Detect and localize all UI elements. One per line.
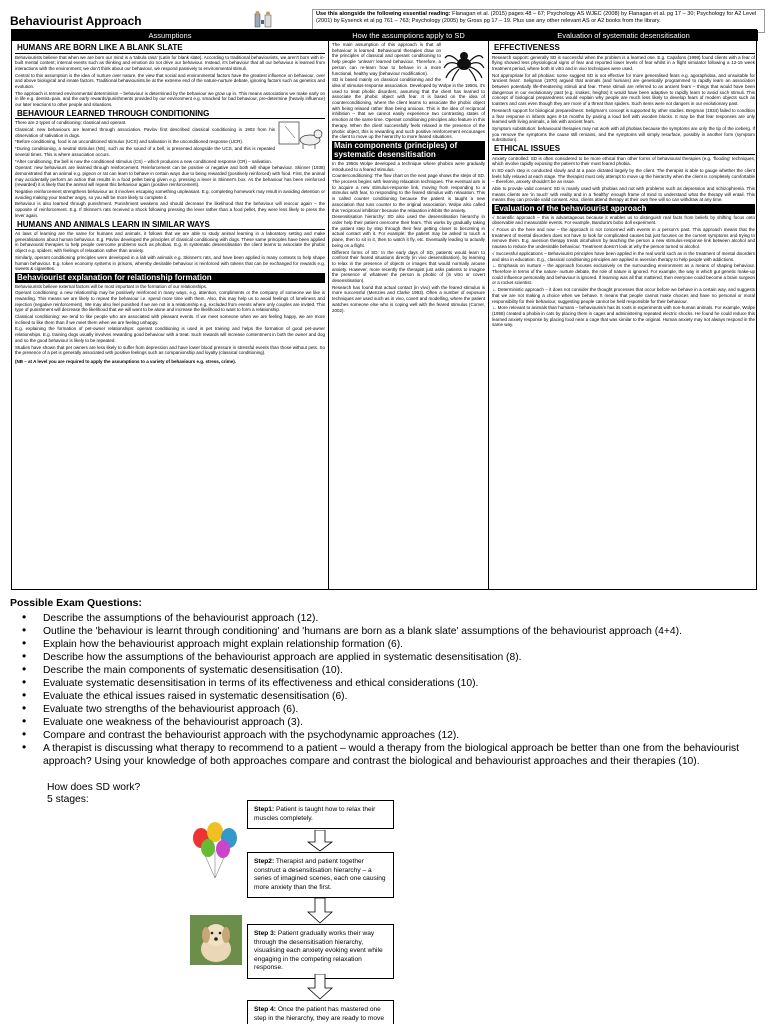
down-arrow-icon — [307, 974, 333, 1000]
balloons-illustration — [187, 820, 243, 878]
not-appropriate-text: Not appropriate for all phobias: some suggest SD is not effective for more generalised fears e.g. agoraphobia, and unsuitable for 'ancient fears'. Seligman (1970) argued that animals (and humans) are genetically programmed to rapidly learn an association between potentially life-threatening stimuli and fear. These stimuli are referred to as ancient fears – things that would have been dangerous in our evolutionary past (e.g. snakes, heights) it would have been adaptive to rapidly learn to avoid such stimuli. This concept of biological preparedness would explain why people are much less likely to develop fears of modern objects such as toasters and cars even though they are more of a threat than spiders. Such items were not dangers in our evolutionary past. — [492, 72, 755, 107]
list-item: • Evaluate one weakness of the behaviourist approach (3). — [22, 716, 760, 729]
operant-applications-text: Similarly, operant conditioning principles were developed in a lab with animals e.g. Skinner's rats, and have been applied in many contexts to help shape human behaviour. E.g. token economy systems in prisons, whereby desirable behaviour is reinforced with tokens that can be exchanged for rewards e.g. sweets & cigarettes. — [15, 254, 325, 272]
negative-reinforcement-text: Negative reinforcement strengthens behaviour as it involves escaping something unpleasant. E.g. completing homework may result in avoiding detention or avoiding making your teacher angry, so you will be more likely to complete it. — [15, 189, 325, 200]
evaluation-approach-heading: Evaluation of the behaviourist approach — [492, 204, 755, 214]
valid-consent-text: Able to provide valid consent: SD is mainly used with phobias and not with problems such as depression and schizophrenia. This means clients are 'in touch' with reality and in a 'healthy' enough frame of mind to understand what the therapy will entail. This means they can provide valid consent. Also, clients attend therapy at their own free will so can withdraw at any time. — [492, 186, 755, 203]
successful-applications-text: √ Successful applications – Behaviourist principles have been applied in the real world such as in the treatment of mental disorders and also in education. E.g., classical conditioning principles are applied in aversion therapy to help people with addictions. — [492, 250, 755, 262]
list-item: • Explain how the behaviourist approach might explain relationship formation (6). — [22, 638, 760, 651]
pace-text: In SD each step is conducted slowly and at a pace dictated largely by the client. The therapist is able to gauge whether the client feels fully relaxed at each stage. The therapist must only attempt to move up the hierarchy when the client is completely comfortable – therefore, anxiety shouldn't be an issue. — [492, 167, 755, 185]
pavlov-dog-illustration — [277, 120, 325, 150]
classical-text: Classical: new behaviours are learned through association. Pavlov first described classical conditioning in 1902 from his observation of salivation in dogs. — [15, 127, 275, 138]
list-item: • Outline the 'behaviour is learnt through conditioning' and 'humans are born as a blank slate' assumptions of the behaviourist approach (4+4). — [22, 625, 760, 638]
apply-sd-header: How the assumptions apply to SD — [329, 30, 488, 41]
list-item: • Describe how the assumptions of the behaviourist approach are applied in systematic desensitisation (8). — [22, 651, 760, 664]
pet-studies-text: Studies have shown that pet owners are less likely to suffer from depression and have lower blood pressure in stressful events than those without pets. So the presence of a pet is generally associated with positive feelings such as companionship and loyalty (classical conditioning). — [15, 344, 325, 356]
here-and-now-text: √ Focus on the here and now – the approach is not concerned with events in a person's past. This approach means that the treatment of mental disorders does not have to look for complicated causes but just focuses on the current symptoms and trying to remove them. E.g. aversion therapy treats alcoholism by teaching the person a new stimulus-response link between alcohol and nausea to reduce the undesirable behaviour. Treatment doesn't look at why the person turned to alcohol. — [492, 227, 755, 250]
determinism-text: The approach is termed environmental determinism – behaviour is determined by the behaviour we grow up in. This means associations we make early on in life e.g. dentist=pain, and the early rewards/punishments provided by our environment e.g. smacked for bad behaviour, pre-determine (heavily influence) our later reactions to other people and situations. — [15, 90, 325, 108]
sd-stages-count: 5 stages: — [47, 794, 89, 805]
lab-coat-figures-icon — [253, 10, 275, 30]
forms-of-sd-text: Different forms of SD: In the early days of SD, patients would learn to confront their feared situations directly (in vivo desensitisation), by learning to relax in the presence of objects or images that would normally arouse anxiety. However, more recently the therapist just asks patients to imagine the presence of whatever the person is phobic of (in vitro or covert desensitisation). — [332, 249, 485, 284]
scientific-approach-text: √ Scientific approach – this is advantageous because it enables us to distinguish real facts from beliefs by shifting focus onto observable and measurable events. For example, Bandura's bobo doll experiment. — [492, 214, 755, 226]
before-conditioning-text: *Before conditioning, food is an unconditioned stimulus (UCS) and salivation is the unconditioned response (UCR). — [15, 139, 244, 145]
pet-owner-text: E.g. explaining the formation of pet-owner relationships: operant conditioning is used in pet training and helps the formation of good pet-owner relationships. E.g. training dogs usually involves rewarding good behaviour with a treat. Such rewards will increase contentment in both the owner and dog and so the good behaviour is likely to be repeated. — [15, 326, 325, 343]
sd-heading-block — [47, 782, 140, 806]
punishment-text: Behaviour is also learned through punishment. Punishment weakens and should decrease the likelihood that the behaviour will reoccur again – the opposite of reinforcement. E.g. If Skinner's rats received a shock following pressing the lever rather than a food pellet, they were less likely to press the lever again. — [15, 201, 325, 218]
wolpe-text: In the 1950s Wolpe developed a technique where phobics were gradually introduced to a feared stimulus. — [332, 160, 485, 172]
counterconditioning-text: Counterconditioning: The flow chart on the next page shows the steps of SD. The process begins with learning relaxation techniques. The eventual aim is to acquire a new stimulus-response link, moving from responding to a stimulus with fear, to responding to the feared stimulus with relaxation. This is called counter conditioning because the patient is taught a new association that runs counter to the original association. Wolpe also called this 'reciprocal inhibition' because the relaxation inhibits the anxiety. — [332, 173, 485, 213]
flow-step-2: Step2: Therapist and patient together construct a desensitisation hierarchy – a series of imagined scenes, each one causing more anxiety than the first. — [247, 852, 394, 898]
main-components-heading: Main components (principles) of systematic desensitisation — [332, 141, 485, 160]
conditioning-types-text: There are 2 types of conditioning: classical and operant. — [15, 120, 127, 126]
page-title: Behaviourist Approach — [10, 14, 142, 28]
blank-slate-text: Behaviourists believe that when we are born our mind is a 'tabula rasa' (Latin for blank slate). According to traditional behaviourists, we aren't born with in-built mental content; internal events such as thinking and emotion do not drive our behaviour. Instead, it's behaviour that all our behaviour is learned from interactions with the environment; we don't think about our behaviour, we respond passively to environmental stimuli. — [15, 54, 325, 71]
symptom-substitution-text: Symptom substitution: behavioural therapies may not work with all phobias because the symptoms are only the tip of the iceberg. If you remove the symptoms the cause still remains, and the symptoms will simply resurface, possibly in another form (symptom substitution). — [492, 125, 755, 143]
preparedness-support-text: Research support for biological preparedness: Seligman's concept is supported by other studies. Bregman (1934) failed to condition a fear response in infants ages 8-16 months by pairing a loud bell with wooden blocks. It may be that fear responses are only learned with living animals, a link with ancient fears. — [492, 107, 755, 125]
assumptions-header: Assumptions — [12, 30, 328, 41]
exam-questions-heading: Possible Exam Questions: — [10, 597, 142, 609]
blank-slate-heading: HUMANS ARE BORN LIKE A BLANK SLATE — [15, 43, 325, 54]
relationship-intro-text: Behaviourists believe external factors will be most important in the formation of our relationships. — [15, 283, 208, 289]
flow-step-4: Step 4: Once the patient has mastered one step in the hierarchy, they are ready to move — [247, 1000, 394, 1024]
evaluation-header: Evaluation of systematic desensitisation — [489, 30, 758, 41]
sd-basis-text: SD is based mainly on classical conditioning and the idea of stimulus-response association. Developed by Wolpe in the 1950s, it's used to treat phobic disorders, assuming that the client has learned to associate the phobic object with fear. It is based on the idea of counterconditioning, where the client learns to associate the phobic object with being relaxed rather than being anxious. This is the idea of reciprocal inhibition – that we cannot easily experience two contrasting states of emotion at the same time. Operant conditioning principles also feature in this therapy. When the client successfully feels relaxed in the presence of the phobic object, this is rewarding and such positive reinforcement encourages the client to move up the hierarchy to more feared situations. — [332, 77, 485, 140]
apply-sd-column — [329, 30, 489, 589]
animals-relevance-text: ∟ More relevant to animals than humans – behaviourism has its roots in experiments with non-human animals. For example, Wolpe (1958) created a phobia in cats by placing them in cages and administering repeated electric shocks. He found he could reduce this learned anxiety response by placing food near a cage that was similar to the original. Human anxiety may not always respond in the same way. — [492, 305, 755, 328]
list-item: • Describe the main components of systematic desensitisation (10). — [22, 664, 760, 677]
down-arrow-icon — [307, 830, 333, 852]
list-item: • Compare and contrast the behaviourist approach with the psychodynamic approaches (12). — [22, 729, 760, 742]
flow-step-3: Step 3: Patient gradually works their way through the desensitisation hierarchy, visualising each anxiety evoking event while engaging in the competing relaxation response. — [247, 924, 394, 979]
ethical-issues-heading: ETHICAL ISSUES — [492, 144, 755, 155]
hierarchy-text: Desensitisation hierarchy: SD also used the desensitisation hierarchy in order help their patient overcome their fears. This works by gradually taking the patient step by step through their fear getting closer to becoming in actual contact with it. For example: the patient may be asked to touch a plane, then to sit in it, then to watch it fly, etc. Eventually leading to actually being on a flight. — [332, 214, 485, 248]
list-item: • Describe the assumptions of the behaviourist approach (12). — [22, 612, 760, 625]
research-support-text: Research support: generally SD is successful when the problem is a learned one. E.g. Capafons (1998) found clients with a fear of flying showed less physiological signs of fear and reported lower levels of fear whilst in a flight simulator following a 12-15 week treatment period, where both in vitro and in vivo techniques were used. — [492, 54, 755, 71]
assumptions-column — [12, 30, 329, 589]
summary-sheet — [11, 29, 757, 590]
operant-text: Operant: new behaviours are learned through reinforcement. Reinforcement can be positive or negative and both will shape behaviour. Skinner (1938) demonstrated that an animal e.g. pigeon or rat can learn to behave in certain ways due to being rewarded (positively reinforced) with food. First, the animal may accidentally perform an action that results in a food pellet being given e.g. pressing a lever in Skinner's box. As the behaviour has been reinforced (rewarded) it is likely that the animal will repeat this behaviour again (positive reinforcement). — [15, 165, 325, 188]
puppy-illustration — [190, 915, 242, 965]
flow-step-1: Step1: Patient is taught how to relax their muscles completely. — [247, 800, 394, 829]
list-item: • A therapist is discussing what therapy to recommend to a patient – would a therapy from the biological approach be better than one from the behaviourist approach? Using your knowledge of both approaches compare and contrast the biological and behaviourist approaches and their therapies (10). — [22, 742, 760, 768]
similar-ways-heading: HUMANS AND ANIMALS LEARN IN SIMILAR WAYS — [15, 220, 325, 231]
after-conditioning-text: *After conditioning, the bell is now the conditioned stimulus (CS) – which produces a new conditioned response (CR) – salivation. — [15, 158, 272, 164]
effectiveness-heading: EFFECTIVENESS — [492, 43, 755, 54]
a-level-note: (NB – at A level you are required to apply the assumptions to a variety of behaviours e.g. stress, crime). — [15, 358, 236, 364]
laws-of-learning-text: As laws of learning are the same for humans and animals, it follows that we are able to study animal learning in a laboratory setting and make generalisations about human behaviour. E.g. Pavlov developed the principles of classical conditioning with dogs. These same principles have been applied in behavioural therapies to help people overcome problems such as phobias. E.g. In systematic desensitisation the client learns to associate the phobic object e.g. spiders, with feelings of relaxation rather than anxiety. — [15, 231, 325, 254]
list-item: • Evaluate systematic desensitisation in terms of its effectiveness and ethical considerations (10). — [22, 677, 760, 690]
emphasis-nurture-text: ∟ Emphasis on nurture – the approach focuses exclusively on the surrounding environment as a means of shaping behaviour. Therefore in terms of the nature- nurture debate, the role of nature is ignored. For example, the way in which gut genetic make-up could influence personality and behaviour is ignored. If learning was all that mattered, then everyone could become a brain surgeon or a rocket scientist. — [492, 263, 755, 286]
relationship-formation-heading: Behaviourist explanation for relationship formation — [15, 273, 325, 283]
page-header — [10, 8, 760, 30]
exam-questions — [10, 597, 760, 768]
relationship-operant-text: Operant conditioning: a new relationship may be positively reinforced in many ways, e.g. attention, compliments or the company of someone we like is rewarding. This means we are likely to repeat the behaviour i.e. spend more time with them. Also, this may help us to avoid feelings of loneliness and rejection (negative reinforcement). We may also feel punished if we are not in a relationship e.g. excluded from events where only couples are invited. This type of punishment will decrease the likelihood that we will want to be alone and increase the likelihood to want to form a relationship. — [15, 290, 325, 313]
main-assumption-text: The main assumption of this approach is that all behaviour is learned. Behavioural therapies draw on the principles of classical and operant conditioning to help people 'unlearn' learned behaviour. Therefore, a person can re-learn how to behave in a more functional, healthy way (behaviour modification). — [332, 42, 441, 76]
list-item: • Evaluate the ethical issues raised in systematic desensitisation (6). — [22, 690, 760, 703]
essential-reading-note: Use this alongside the following essential reading: Flanagan et al. (2015) pages 48 – 67; Psychology AS WJEC (2008) by Flanagan et al. pg 17 – 30; Psychology for A2 Level (2001) by Eysenck et al pg 761 – 763; Psychology (2005) by Gross pg 17 – 19. Plus use any other relevant AS or A2 books from the library. — [312, 9, 765, 33]
conditioning-heading: BEHAVIOUR LEARNED THROUGH CONDITIONING — [15, 109, 325, 120]
list-item: • Evaluate two strengths of the behaviourist approach (6). — [22, 703, 760, 716]
relationship-classical-text: Classical conditioning: we tend to like people who are associated with pleasant events. If we meet someone when we are feeling happy, we are more inclined to like them than if we meet them when we are feeling unhappy. — [15, 314, 325, 325]
nurture-text: Central to this assumption is the idea of nurture over nature, the view that social and environmental factors have the greatest influence on behaviour, over and above biological and innate factors. Traditional behaviourists lie at the extreme end of the nature-nurture debate, ignoring factors such as genetics and evolution. — [15, 72, 325, 90]
down-arrow-icon — [307, 898, 333, 924]
deterministic-text: ∟ Deterministic approach – it does not consider the thought processes that occur before we behave in a certain way, and suggests that we are not making a choice when we behave. It means that people cannot make choices and have no personal or moral responsibility for their behaviour, suggesting people cannot be held responsible for their behaviour. — [492, 287, 755, 304]
spider-illustration — [443, 42, 485, 82]
sd-question: How does SD work? — [47, 782, 141, 793]
evaluation-column — [489, 30, 758, 589]
during-conditioning-text: *During conditioning, a neutral stimulus (NS), such as the sound of a bell, is presented alongside the UCS, and this is repeated several times. This is where association occurs. — [15, 146, 275, 157]
in-vivo-research-text: Research has found that actual contact (in vivo) with the feared stimulus is more successful (Menzies and Clarke 1993). Often a number of exposure techniques are used such as in vivo, covert and modelling, where the patient watches someone else who is coping well with the feared stimulus (Comer, 2002). — [332, 284, 485, 313]
anxiety-controlled-text: Anxiety controlled: SD is often considered to be more ethical than other forms of behavioural therapies (e.g. 'flooding' techniques, which involve rapidly exposing the patient to their most feared phobia. — [492, 155, 755, 167]
